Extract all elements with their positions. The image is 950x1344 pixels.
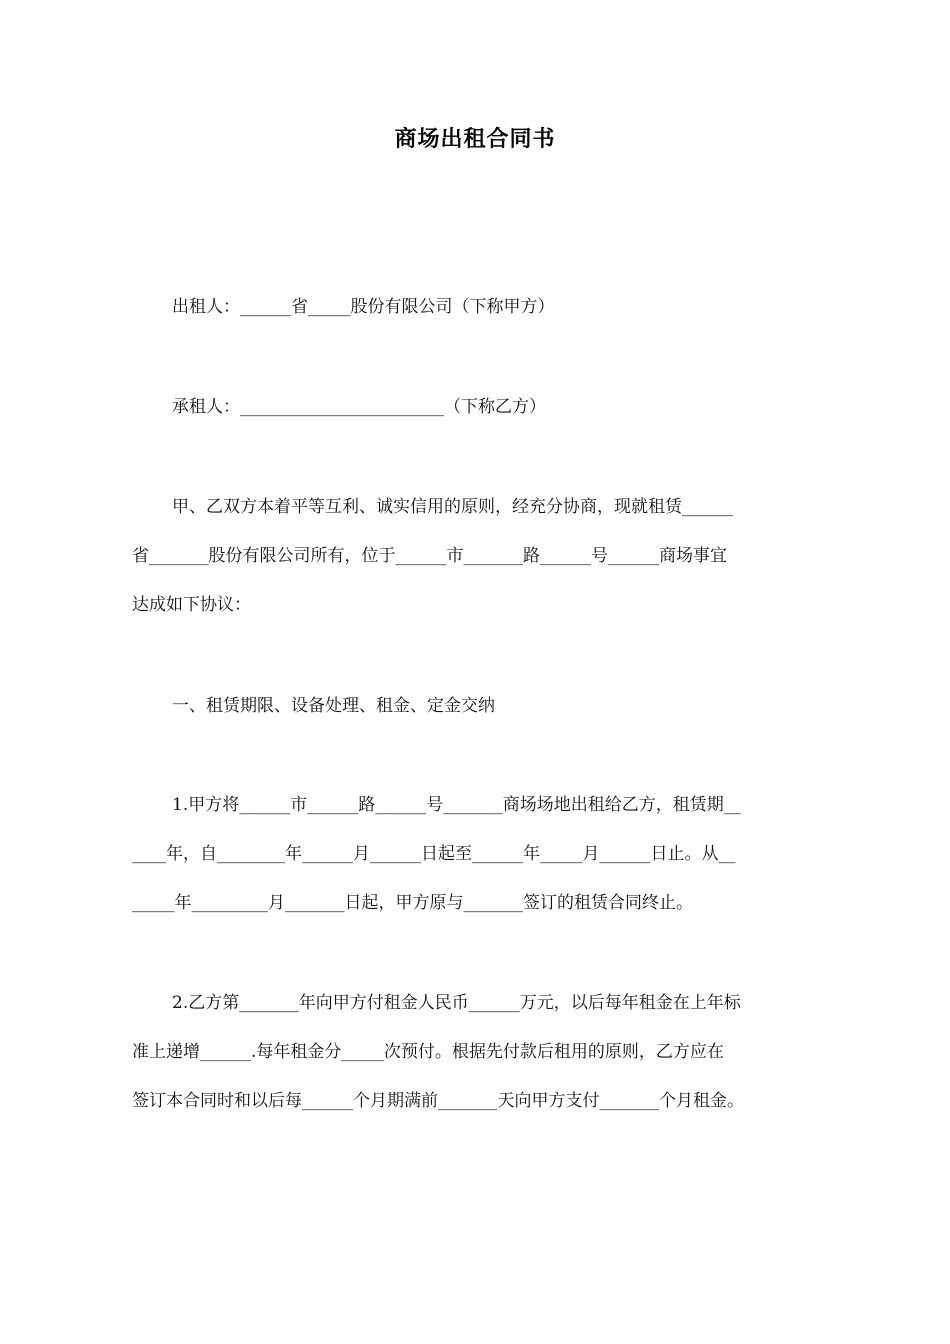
section-heading (132, 682, 822, 731)
clause-2 (132, 979, 822, 1126)
clause1-line-3: _____年_________月_______日起，甲方原与_______签订的租赁合同终止。 (132, 893, 693, 913)
clause2-line-3: 签订本合同时和以后每______个月期满前_______天向甲方支付_______个月租金。 (132, 1091, 744, 1111)
lessee-line (132, 383, 822, 432)
intro-paragraph (132, 483, 822, 630)
clause-1 (132, 781, 822, 928)
clause1-line-1: 1.甲方将______市______路______号_______商场场地出租给乙方，租赁期__ (172, 795, 741, 815)
intro-line-1: 甲、乙双方本着平等互利、诚实信用的原则，经充分协商，现就租赁______ (172, 497, 733, 517)
lessor-text: 出租人：______省_____股份有限公司（下称甲方） (172, 297, 555, 317)
document-title: 商场出租合同书 (394, 127, 556, 152)
intro-line-2: 省_______股份有限公司所有，位于______市_______路______号______商场事宜 (132, 546, 727, 566)
section1-heading-text: 一、租赁期限、设备处理、租金、定金交纳 (172, 696, 495, 716)
clause2-line-2: 准上递增______.每年租金分_____次预付。根据先付款后租用的原则，乙方应在 (132, 1042, 724, 1062)
clause2-line-1: 2.乙方第_______年向甲方付租金人民币______万元，以后每年租金在上年标 (172, 993, 741, 1013)
clause1-line-2: ____年，自________年______月______日起至______年_____月______日止。从__ (132, 844, 736, 864)
intro-line-3: 达成如下协议： (132, 595, 251, 615)
lessor-line (132, 283, 822, 332)
lessee-text: 承租人：________________________（下称乙方） (172, 397, 546, 417)
